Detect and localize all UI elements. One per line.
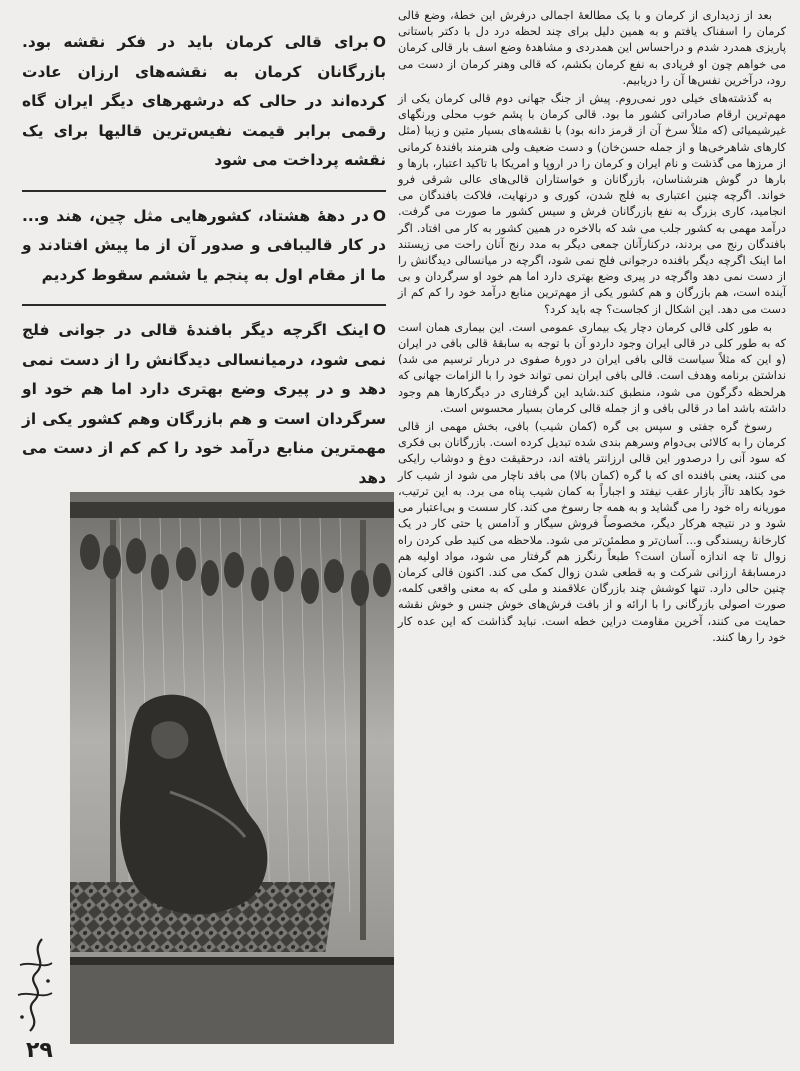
- kerman-calligraphy-icon: [12, 935, 58, 1035]
- weaver-loom-illustration: [70, 492, 394, 1044]
- divider: [22, 304, 386, 306]
- page-number: ۲۹: [26, 1038, 53, 1063]
- bullet-circle-icon: O: [372, 321, 386, 339]
- article-column: [398, 8, 786, 1038]
- article-paragraph-4: رسوخ گره جفتی و سپس بی گره (کمان شیب) بافی، بخش مهمی از قالی کرمان را به کالائی بی‌دوام وسرهم بندی شده تبدیل کرده است. بازرگانان بی فکری که سود آنی را درصدور این قالی ارزانتر یافته اند، درحقیقت دوغ و دوشاب رایکی می کنند، یعنی بافنده ای که با گره (کمان بالا) می بافد ناچار می شود از شیب کار خود بکاهد تاآز بازار عقب نیفتد و اجباراً به کمان شیب پناه می برد. به این ترتیب، موریانه راه خود را می گشاید و به همه جا رسوخ می کند. کار سست و بی‌اعتبار می شود و در نتیجه هرکار دیگر، مخصوصاً فروش سیگار و آدامس یا حتی کار در یک کارخانهٔ ریسندگی و... آسان‌تر و مطمئن‌تر می شود. ملاحظه می کنید طی کردن راه زوال تا چه اندازه آسان است؟ طبعاً رنگرز هم گرفتار می شود، مواد اولیه هم درمسابقهٔ ارزانی شرکت و به قطعی شدن زوال کمک می کند. اکنون قالی کرمان چنین حالی دارد. تنها کوشش چند بازرگان علاقمند و ملی که به معنی واقعی کلمه، صورت اصولی بازرگانی را با ارائه و از بافت فرش‌های خوش جنس و خوش نقشه حمایت می کنند، آخرین مقاومت دراین خطه است. نباید گذاشت که این عده کار خود را رها کنند.: [397, 420, 786, 644]
- pull-quote-3: [18, 316, 390, 501]
- bullet-circle-icon: O: [372, 33, 386, 51]
- divider: [22, 190, 386, 192]
- pull-quotes: [18, 28, 390, 501]
- article-paragraph-3: به طور کلی قالی کرمان دچار یک بیماری عمومی است. این بیماری همان است که به طور کلی در قالی ایران وجود داردو آن با توجه به سابقهٔ قالی بافی در ایران (و این که مثلاً سیاست قالی بافی ایران در دورهٔ صفوی در دربار ترسیم می شد) نداشتن برنامه وهدف است. قالی بافی ایران نمی تواند خود را با الزامات جهانی که هرلحظه دگرگون می شود، منطبق کند.شاید این گرفتاری در دیگرکارها هم وجود داشته باشد اما در قالی بافی و از جمله قالی کرمان بسیار محسوس است.: [398, 320, 786, 415]
- article-paragraph-2: به گذشته‌های خیلی دور نمی‌روم. پیش از جنگ جهانی دوم قالی کرمان یکی از مهم‌ترین ارقام صادراتی کشور ما بود. قالی کرمان با پشم خوب محلی ورنگهای غیرشیمیائی (که مثلاً سرخ آن از قرمز دانه بود) با نقشه‌های بسیار متین و زیبا (مثل کارهای شاهرخی‌ها و از جمله حسن‌خان) و دست ضعیف ولی هنرمند بافندهٔ کرمانی از مرزها می گذشت و نام ایران و کرمان را در اروپا و امریکا با تاکید اعتبار، بارها و بارها در گوش هنرشناسان، بازرگانان و خواستاران قالی‌های عالی شرقی فرو خواند. اگرچه چنین اعتباری به فلج شدن، کوری و درنهایت، فلاکت بافندگان می انجامید، کاری بزرگ به نفع بازرگانان فرش و سیس کشور ما صورت می گرفت. درآمد مهمی به کشور جلب می شد که بالاخره در همین کشور به کار می افتاد. اگر بافندگان رنج می بردند، درکنارآنان جمعی دیگر به مدد رنج آنان راحت می زیستند اما اینک اگرچه دیگر بافنده درجوانی فلج نمی شود، اگرچه در میانسالی دیدگانش را از دست نمی دهد واگرچه در پیری وضع بهتری دارد اما هم خود او سرگردان و بی آینده است، هم بازرگان و هم کشور یکی از مهم‌ترین منابع درآمد خود را کم کم از دست می دهد. این اشکال از کجاست؟ چه باید کرد؟: [398, 92, 786, 316]
- article-paragraph-1: بعد از زدیداری از کرمان و با یک مطالعهٔ اجمالی درفرش این خطهٔ، وضع قالی کرمان را اسفناک یافتم و به همین دلیل برای چند لحظه درد دل با دکتر باستانی پاریزی همدرد شدم و دراحساس این همدردی و مشاهدهٔ وضع اسف بار قالی کرمان می خواهم چون او فریادی به نفع کرمان بکشم، که قالی وهنر کرمان از دست می رود، درآخرین نفس‌ها آن را دریابیم.: [398, 9, 786, 87]
- kerman-logo: [12, 935, 58, 1035]
- pull-quote-1: [18, 28, 390, 184]
- pull-quote-text: در دههٔ هشتاد، کشورهایی مثل چین، هند و... در کار قالیبافی و صدور آن از ما پیش افتادند و ما از مقام اول به پنجم یا ششم سقوط کردیم: [22, 206, 386, 284]
- pull-quote-2: [18, 202, 390, 299]
- weaver-loom-photo: [70, 492, 394, 1044]
- pull-quote-text: اینک اگرچه دیگر بافندهٔ قالی در جوانی فلج نمی شود، درمیانسالی دیدگانش را از دست نمی دهد و در پیری وضع بهتری دارد اما هم خود او سرگردان است و هم بازرگان وهم کشور یکی از مهمترین منابع درآمد خود را کم کم از دست می دهد: [22, 321, 386, 487]
- pull-quote-text: برای قالی کرمان باید در فکر نقشه بود. بازرگانان کرمان به نقشه‌های ارزان عادت کرده‌اند در حالی که درشهرهای دیگر ایران گاه رقمی برابر قیمت نفیس‌ترین قالیها برای یک نقشه پرداخت می شود: [22, 33, 386, 169]
- bullet-circle-icon: O: [372, 206, 386, 225]
